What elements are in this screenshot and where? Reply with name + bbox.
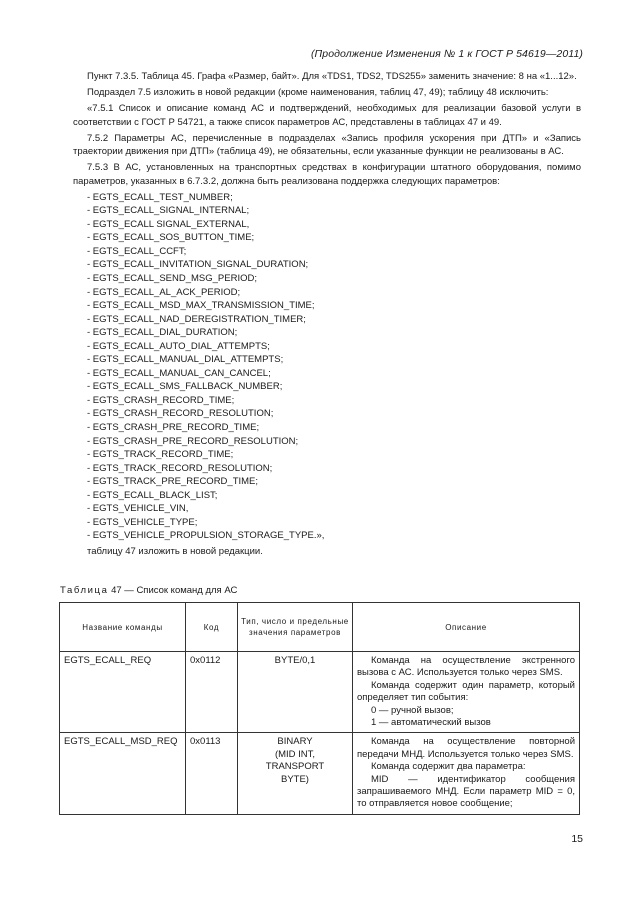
- list-item: - EGTS_ECALL_TEST_NUMBER;: [87, 191, 233, 203]
- header-type: Тип, число и предельные значения параметров: [238, 603, 353, 652]
- table-caption-text: 47 — Список команд для АС: [108, 585, 238, 596]
- list-item: - EGTS_ECALL_INVITATION_SIGNAL_DURATION;: [87, 259, 309, 271]
- list-item: - EGTS_ECALL_SIGNAL_INTERNAL;: [87, 205, 250, 217]
- table-caption: [60, 585, 237, 596]
- body-text: [73, 70, 581, 561]
- list-item: - EGTS_ECALL_NAD_DEREGISTRATION_TIMER;: [87, 313, 306, 325]
- list-item: - EGTS_ECALL_AUTO_DIAL_ATTEMPTS;: [87, 340, 270, 352]
- list-item: - EGTS_ECALL_MSD_MAX_TRANSMISSION_TIME;: [87, 300, 315, 312]
- paragraph-after-list: таблицу 47 изложить в новой редакции.: [87, 546, 263, 558]
- type-line: BINARY: [277, 736, 313, 748]
- cell-code: 0x0112: [186, 652, 238, 733]
- list-item: - EGTS_TRACK_RECORD_RESOLUTION;: [87, 462, 273, 474]
- paragraph-2: Подраздел 7.5 изложить в новой редакции (кроме наименования, таблиц 47, 49); таблицу 48 исключить:: [87, 86, 549, 98]
- list-item: - EGTS_ECALL_SMS_FALLBACK_NUMBER;: [87, 381, 283, 393]
- desc-line: Команда на осуществление повторной передачи МНД. Используется только через SMS.: [357, 736, 575, 760]
- type-line: BYTE): [281, 773, 309, 785]
- list-item: - EGTS_CRASH_PRE_RECORD_RESOLUTION;: [87, 435, 299, 447]
- desc-line: 0 — ручной вызов;: [371, 704, 454, 716]
- cell-type: [238, 733, 353, 814]
- list-item: - EGTS_ECALL_SOS_BUTTON_TIME;: [87, 232, 255, 244]
- header-name: Название команды: [60, 603, 186, 652]
- parameter-list: [73, 191, 581, 543]
- list-item: - EGTS_ECALL_MANUAL_DIAL_ATTEMPTS;: [87, 354, 284, 366]
- table-row: [60, 652, 580, 733]
- commands-table: [59, 602, 580, 815]
- paragraph-5: 7.5.3 В АС, установленных на транспортных средствах в конфигурации штатного оборудования, помимо параметров, указанных в 6.7.3.2, должна быть реализована поддержка следующих параметров:: [73, 162, 581, 187]
- paragraph-3: «7.5.1 Список и описание команд АС и подтверждений, необходимых для реализации базовой услуги в соответствии с ГОСТ Р 54721, а также список параметров АС, представлены в таблицах 47 и 49.: [73, 102, 581, 128]
- list-item: - EGTS_ECALL SIGNAL_EXTERNAL,: [87, 218, 250, 230]
- list-item: - EGTS_ECALL_BLACK_LIST;: [87, 489, 218, 501]
- list-item: - EGTS_ECALL_SEND_MSG_PERIOD;: [87, 272, 257, 284]
- header-description: Описание: [353, 603, 580, 652]
- type-line: TRANSPORT: [265, 761, 325, 773]
- table-header-row: [60, 603, 580, 652]
- cell-type: BYTE/0,1: [238, 652, 353, 733]
- paragraph-1: Пункт 7.3.5. Таблица 45. Графа «Размер, байт». Для «TDS1, TDS2, TDS255» заменить значение: 8 на «1...12».: [87, 71, 577, 82]
- cell-name: EGTS_ECALL_REQ: [60, 652, 186, 733]
- header-code: Код: [186, 603, 238, 652]
- list-item: - EGTS_CRASH_PRE_RECORD_TIME;: [87, 422, 260, 433]
- table-row: [60, 733, 580, 814]
- cell-name: EGTS_ECALL_MSD_REQ: [60, 733, 186, 814]
- desc-line: 1 — автоматический вызов: [371, 717, 491, 729]
- desc-line: Команда содержит два параметра:: [371, 761, 526, 773]
- list-item: - EGTS_ECALL_CCFT;: [87, 245, 187, 257]
- list-item: - EGTS_TRACK_PRE_RECORD_TIME;: [87, 476, 259, 488]
- table-caption-label: Таблица: [60, 585, 109, 596]
- paragraph-4: 7.5.2 Параметры АС, перечисленные в подразделах «Запись профиля ускорения при ДТП» и «Запись траектории движения при ДТП» (таблица 49), не обязательны, если указанные функции не реализованы в АС.: [73, 132, 581, 158]
- cell-description: [353, 733, 580, 814]
- cell-code: 0x0113: [186, 733, 238, 814]
- page-header: (Продолжение Изменения № 1 к ГОСТ Р 54619—2011): [310, 48, 583, 60]
- type-line: (MID INT,: [274, 748, 316, 760]
- list-item: - EGTS_CRASH_RECORD_RESOLUTION;: [87, 408, 274, 420]
- list-item: - EGTS_CRASH_RECORD_TIME;: [87, 394, 235, 406]
- list-item: - EGTS_ECALL_DIAL_DURATION;: [87, 327, 238, 339]
- list-item: - EGTS_ECALL_MANUAL_CAN_CANCEL;: [87, 367, 271, 379]
- desc-line: Команда содержит один параметр, который определяет тип события:: [357, 679, 575, 704]
- list-item: - EGTS_VEHICLE_VIN,: [87, 503, 189, 515]
- list-item: - EGTS_VEHICLE_PROPULSION_STORAGE_TYPE.»,: [87, 530, 325, 542]
- cell-description: [353, 652, 580, 733]
- page-number: 15: [571, 833, 583, 845]
- list-item: - EGTS_TRACK_RECORD_TIME;: [87, 449, 234, 461]
- desc-line: MID — идентификатор сообщения запрашиваемого МНД. Если параметр MID = 0, то отправляется новое сообщение;: [357, 773, 575, 810]
- list-item: - EGTS_VEHICLE_TYPE;: [87, 516, 198, 528]
- list-item: - EGTS_ECALL_AL_ACK_PERIOD;: [87, 286, 241, 298]
- desc-line: Команда на осуществление экстренного вызова с АС. Используется только через SMS.: [357, 655, 575, 679]
